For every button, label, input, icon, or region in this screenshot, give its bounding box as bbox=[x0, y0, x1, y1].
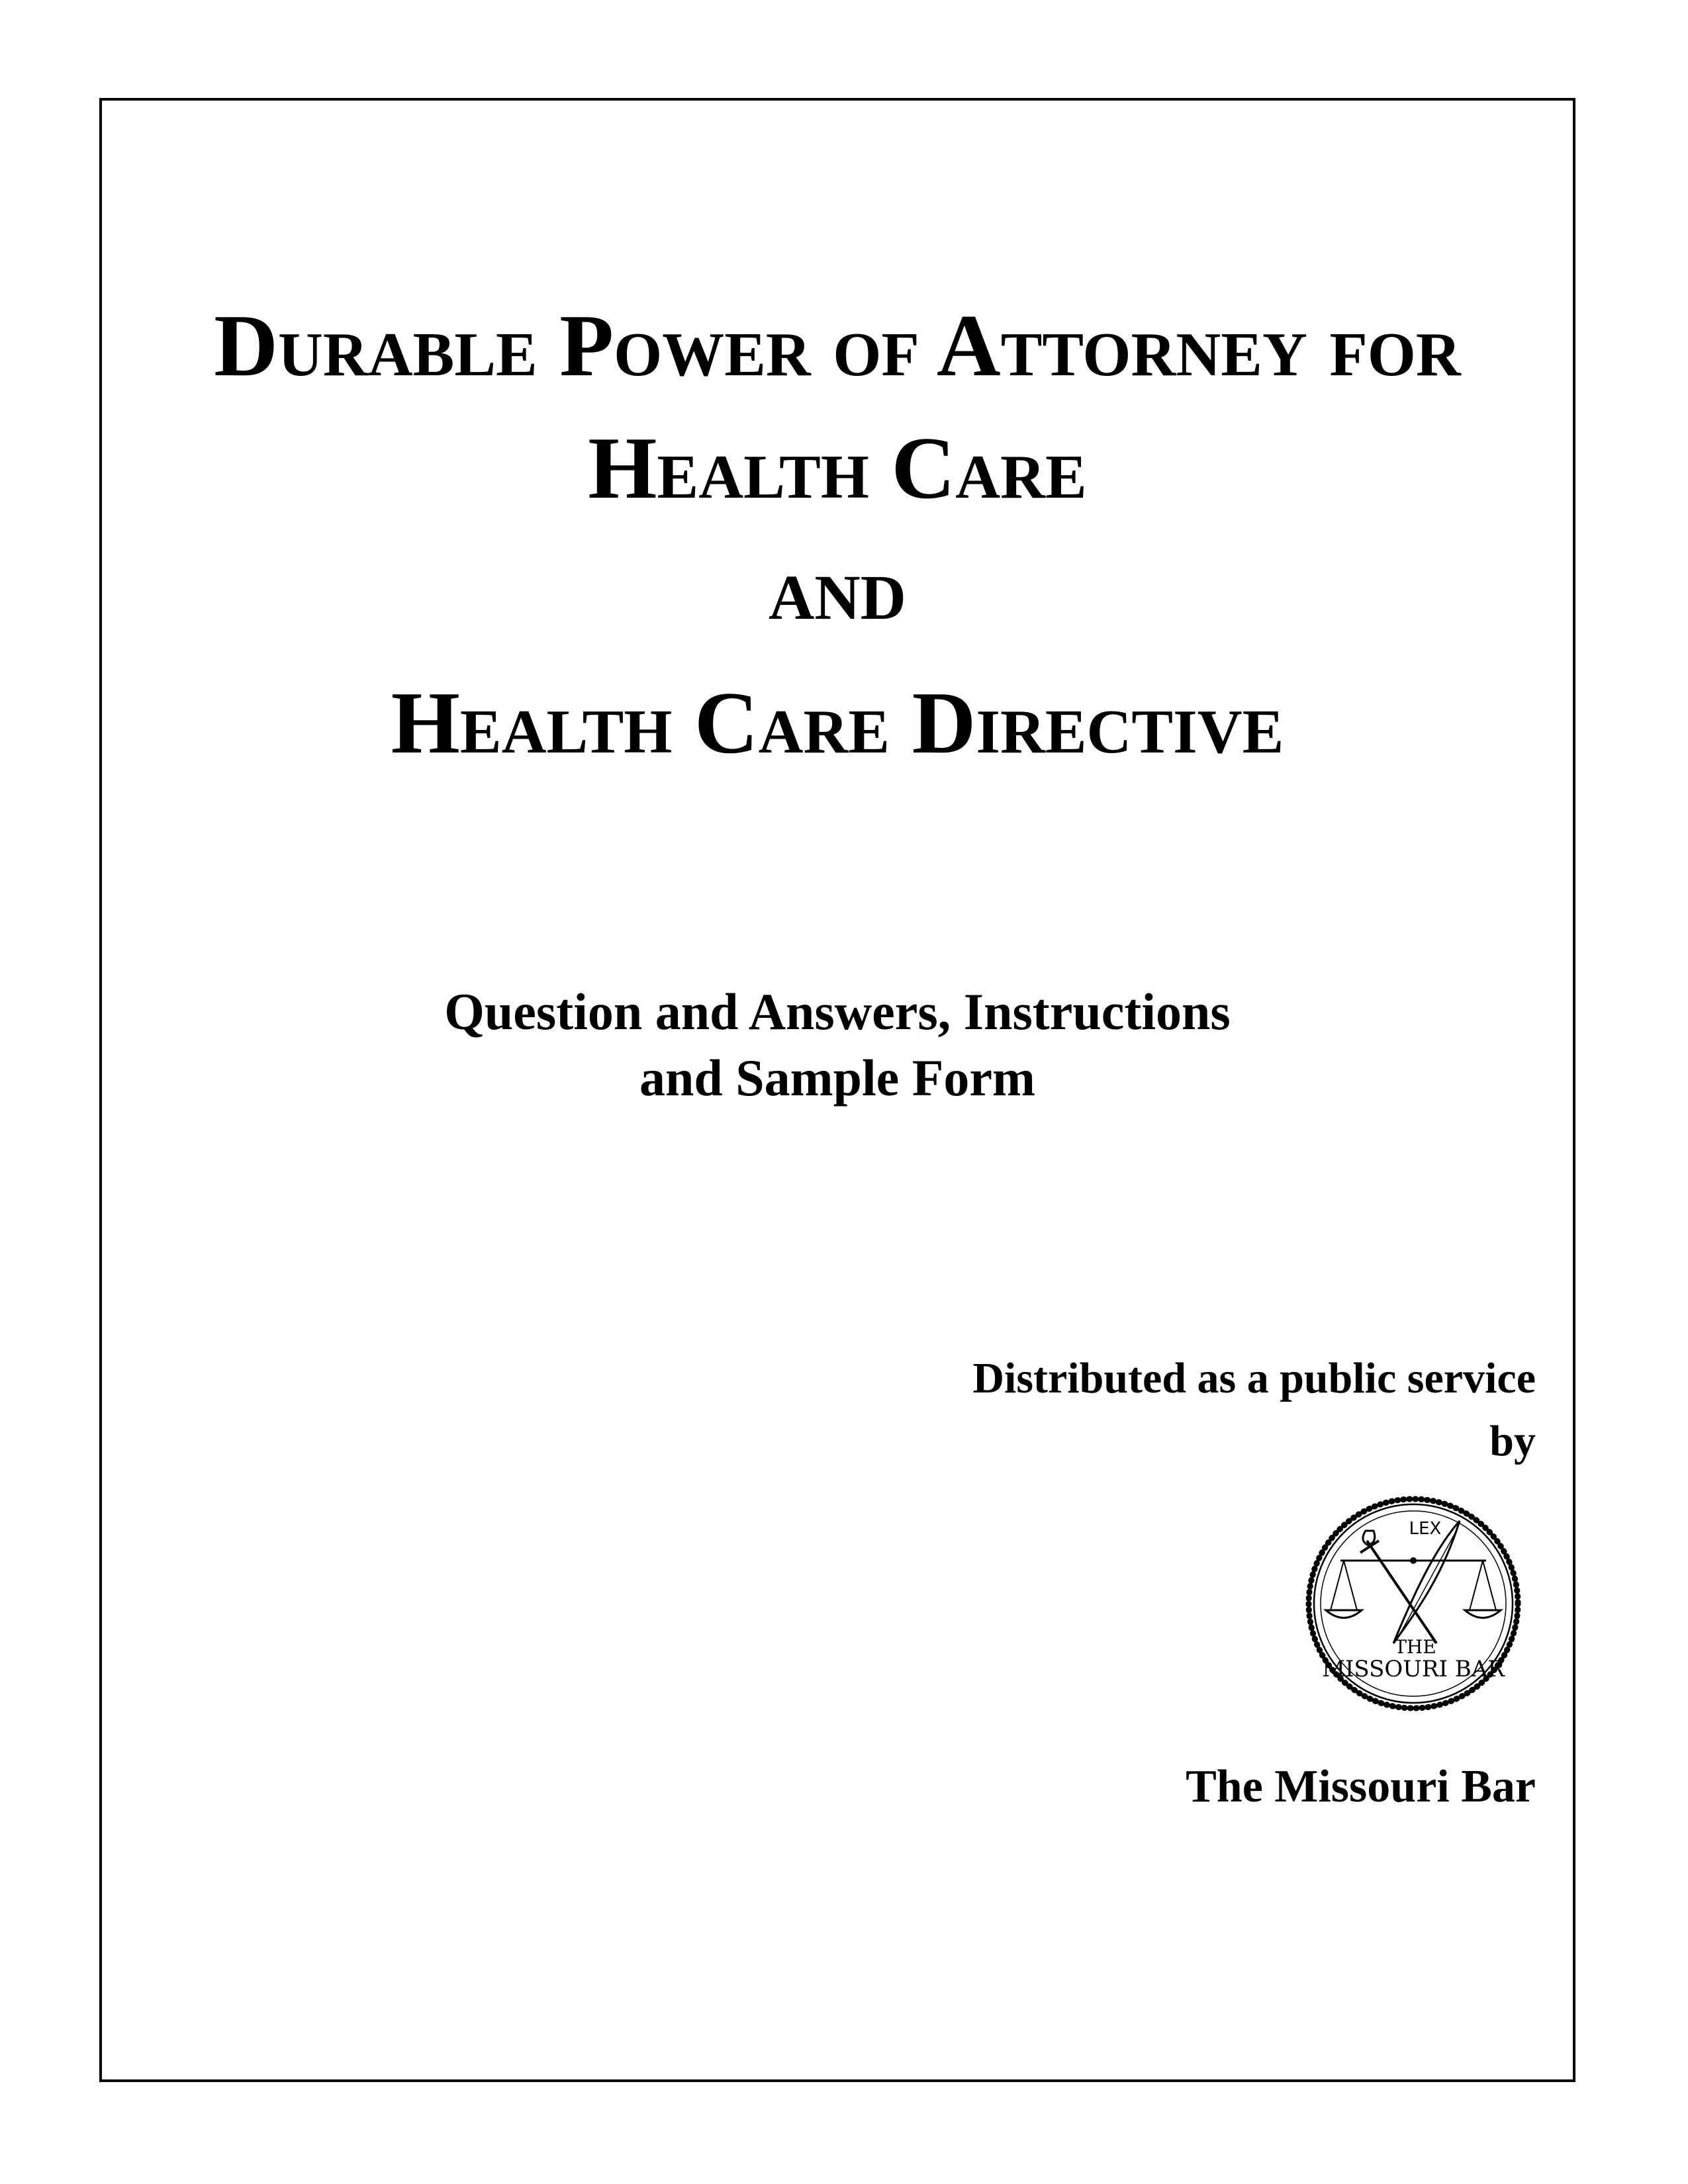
title-line-3: Health Care Directive bbox=[391, 674, 1284, 772]
missouri-bar-seal bbox=[1294, 1494, 1532, 1713]
distribution-line-1: Distributed as a public service bbox=[972, 1354, 1536, 1402]
seal-name-line-1: THE bbox=[1394, 1636, 1436, 1658]
subtitle-line-2: and Sample Form bbox=[639, 1049, 1036, 1107]
title-line-1: Durable Power of Attorney for bbox=[214, 296, 1461, 394]
subtitle-line-1: Question and Answers, Instructions bbox=[444, 983, 1231, 1040]
title-line-2: Health Care bbox=[588, 419, 1087, 517]
distribution-line-2: by bbox=[1489, 1417, 1536, 1465]
title-and: AND bbox=[769, 562, 906, 633]
organization-name: The Missouri Bar bbox=[1186, 1761, 1536, 1812]
seal-lex-text: LEX bbox=[1409, 1519, 1442, 1539]
seal-name-line-2: MISSOURI BAR bbox=[1322, 1656, 1505, 1682]
